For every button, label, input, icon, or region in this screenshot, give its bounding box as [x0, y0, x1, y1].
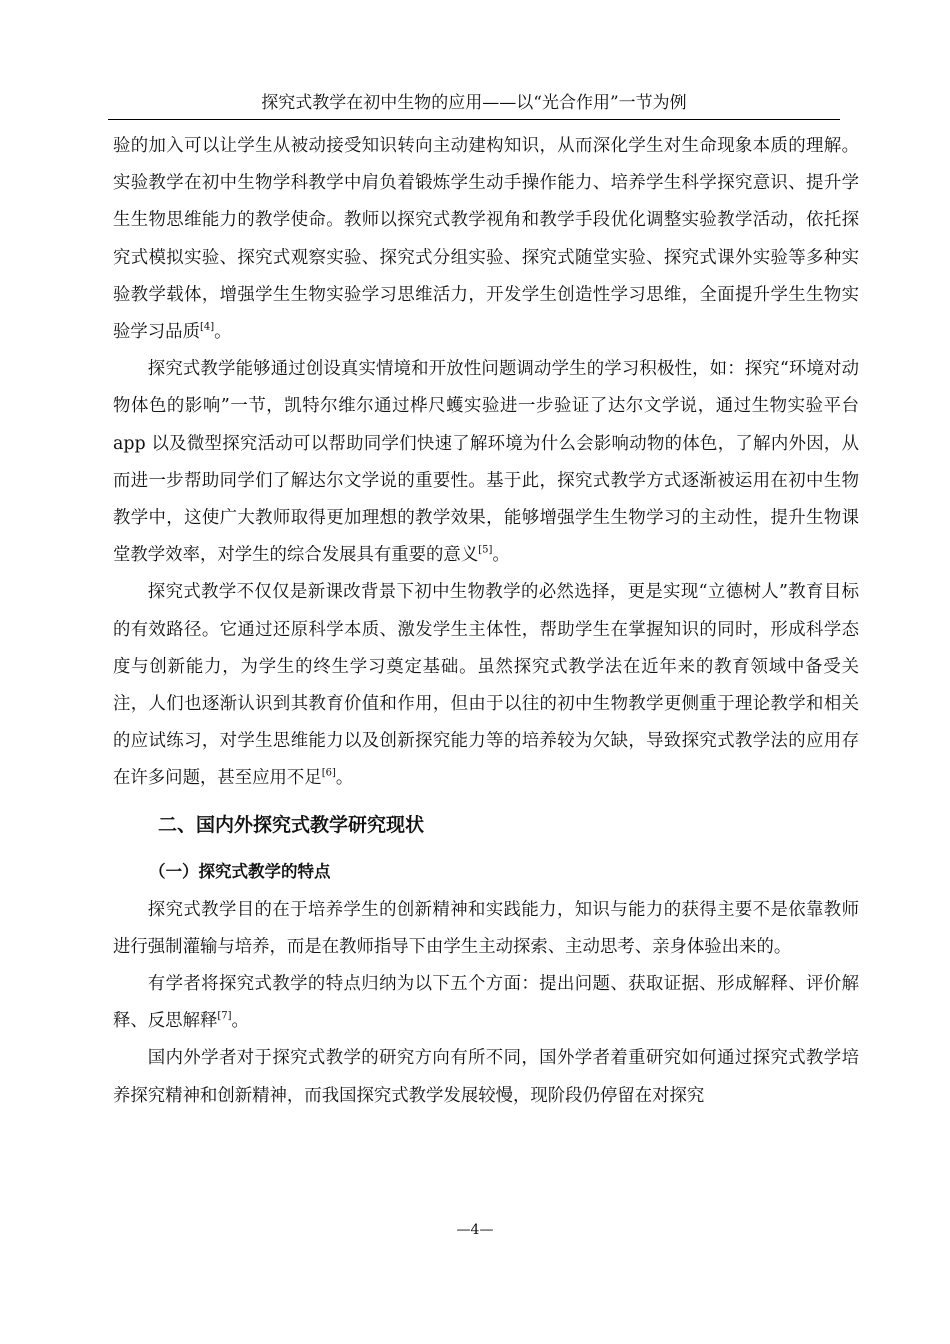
- paragraph: [113, 351, 859, 574]
- citation-ref[interactable]: [6]: [321, 767, 336, 779]
- page-number: —4—: [456, 1222, 494, 1238]
- subsection-heading: （一）探究式教学的特点: [149, 861, 331, 881]
- paragraph-text: 有学者将探究式教学的特点归纳为以下五个方面：提出问题、获取证据、形成解释、评价解释、反思解释: [113, 974, 859, 1032]
- paragraph-end: 。: [335, 768, 354, 789]
- running-header: 探究式教学在初中生物的应用——以“光合作用”一节为例: [108, 90, 840, 120]
- citation-ref[interactable]: [5]: [478, 544, 493, 556]
- paragraph-continued: [113, 128, 859, 351]
- section-heading: 二、国内外探究式教学研究现状: [158, 813, 425, 836]
- paragraph: [113, 892, 859, 966]
- paragraph: [113, 1040, 859, 1114]
- body-text: [113, 128, 859, 1115]
- paragraph-text: 验的加入可以让学生从被动接受知识转向主动建构知识，从而深化学生对生命现象本质的理解。实验教学在初中生物学科教学中肩负着锻炼学生动手操作能力、培养学生科学探究意识、提升学生生物思维能力的教学使命。教师以探究式教学视角和教学手段优化调整实验教学活动，依托探究式模拟实验、探究式观察实验、探究式分组实验、探究式随堂实验、探究式课外实验等多种实验教学载体，增强学生生物实验学习思维活力，开发学生创造性学习思维，全面提升学生生物实验学习品质: [113, 136, 859, 343]
- paragraph-text: 探究式教学能够通过创设真实情境和开放性问题调动学生的学习积极性，如：探究“环境对动物体色的影响”一节，凯特尔维尔通过桦尺蠖实验进一步验证了达尔文学说，通过生物实验平台 app 以及微型探究活动可以帮助同学们快速了解环境为什么会影响动物的体色，了解内外因，从而进一步帮助同学们了解达尔文学说的重要性。基于此，探究式教学方式逐渐被运用在初中生物教学中，这使广大教师取得更加理想的教学效果，能够增强学生生物学习的主动性，提升生物课堂教学效率，对学生的综合发展具有重要的意义: [113, 359, 859, 566]
- paragraph-end: 。: [214, 322, 232, 343]
- paragraph: [113, 966, 859, 1040]
- paragraph: [113, 574, 859, 797]
- paragraph-end: 。: [492, 545, 510, 566]
- paragraph-text: 探究式教学不仅仅是新课改背景下初中生物教学的必然选择，更是实现“立德树人”教育目标的有效路径。它通过还原科学本质、激发学生主体性，帮助学生在掌握知识的同时，形成科学态度与创新能力，为学生的终生学习奠定基础。虽然探究式教学法在近年来的教育领域中备受关注，人们也逐渐认识到其教育价值和作用，但由于以往的初中生物教学更侧重于理论教学和相关的应试练习，对学生思维能力以及创新探究能力等的培养较为欠缺，导致探究式教学法的应用存在许多问题，甚至应用不足: [113, 582, 859, 789]
- citation-ref[interactable]: [7]: [217, 1010, 232, 1022]
- paragraph-end: 。: [231, 1011, 249, 1032]
- paragraph-text: 国内外学者对于探究式教学的研究方向有所不同，国外学者着重研究如何通过探究式教学培养探究精神和创新精神，而我国探究式教学发展较慢，现阶段仍停留在对探究: [113, 1048, 859, 1106]
- citation-ref[interactable]: [4]: [199, 321, 215, 333]
- paragraph-text: 探究式教学目的在于培养学生的创新精神和实践能力，知识与能力的获得主要不是依靠教师进行强制灌输与培养，而是在教师指导下由学生主动探索、主动思考、亲身体验出来的。: [113, 899, 859, 957]
